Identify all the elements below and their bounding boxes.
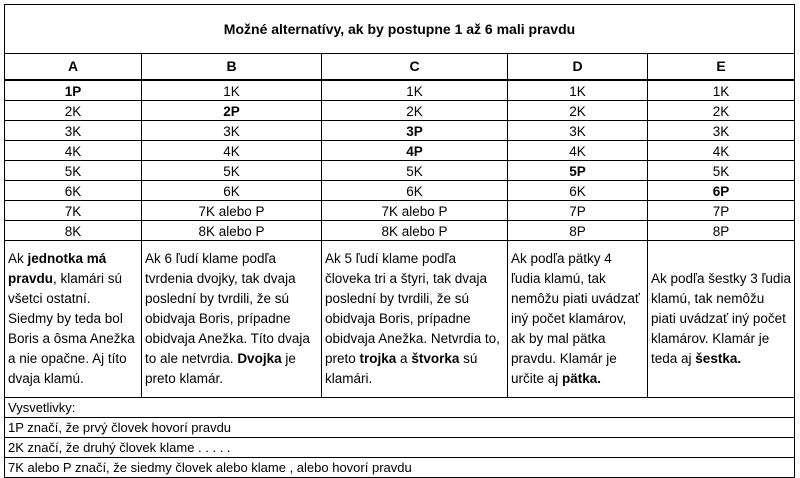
explanation-text: pätka. [562,371,602,386]
alternatives-table [4,4,795,478]
explanation-text: Ak [8,251,28,266]
table-cell-b: 3K [142,121,322,141]
table-cell-d: 3K [508,121,648,141]
table-cell-e: 1K [648,80,795,101]
table-cell-e: 6P [648,181,795,201]
explanation-d [508,241,648,398]
explanation-row [5,241,795,398]
table-row [5,80,795,101]
table-cell-b: 1K [142,80,322,101]
table-cell-d: 8P [508,221,648,241]
table-cell-a: 4K [5,141,142,161]
table-cell-c: 7K alebo P [322,201,508,221]
table-cell-a: 8K [5,221,142,241]
explanation-text: trojka [359,351,397,366]
table-cell-a: 3K [5,121,142,141]
explanation-text: Dvojka [237,351,282,366]
table-cell-b: 6K [142,181,322,201]
table-row [5,101,795,121]
explanation-text: Ak 5 ľudí klame podľa človeka tri a štyri, tak dvaja poslední by tvrdili, že sú obidvaja Boris, prípadne obidvaja Anežka. Netvrdia to, preto [325,251,500,366]
table-cell-c: 5K [322,161,508,181]
explanation-e [648,241,795,398]
table-cell-d: 6K [508,181,648,201]
table-cell-e: 8P [648,221,795,241]
explanation-text: štvorka [411,351,460,366]
table-cell-e: 2K [648,101,795,121]
explanation-text: sú klamári. [325,351,478,386]
explanation-text: a [396,351,412,366]
legend-row [5,438,795,458]
legend-row [5,458,795,478]
table-cell-d: 1K [508,80,648,101]
explanation-text: šestka. [695,351,742,366]
table-row [5,161,795,181]
table-cell-e: 7P [648,201,795,221]
table-cell-c: 4P [322,141,508,161]
table-cell-c: 1K [322,80,508,101]
explanation-text: , klamári sú všetci ostatní. Siedmy by teda bol Boris a ôsma Anežka a nie opačne. Aj títo dvaja klamú. [8,271,135,386]
legend-heading: Vysvetlivky: [5,398,795,418]
explanation-text: je preto klamár. [145,351,296,386]
legend-row [5,418,795,438]
table-cell-b: 5K [142,161,322,181]
table-cell-d: 2K [508,101,648,121]
table-cell-b: 4K [142,141,322,161]
explanation-text: Ak 6 ľudí klame podľa tvrdenia dvojky, tak dvaja poslední by tvrdili, že sú obidvaja Boris, prípadne obidvaja Anežka. Títo dvaja to ale netvrdia. [145,251,310,366]
table-row [5,221,795,241]
explanation-text: jednotka má pravdu [8,251,107,286]
table-cell-e: 4K [648,141,795,161]
table-cell-e: 3K [648,121,795,141]
explanation-text: Ak podľa pätky 4 ľudia klamú, tak nemôžu piati uvádzať iný počet klamárov, ak by mal pätka pravdu. Klamár je určite aj [511,251,640,386]
explanation-text: Ak podľa šestky 3 ľudia klamú, tak nemôžu piati uvádzať iný počet klamárov. Klamár je teda aj [651,271,791,366]
table-cell-c: 6K [322,181,508,201]
table-cell-a: 2K [5,101,142,121]
table-cell-a: 6K [5,181,142,201]
table-cell-c: 3P [322,121,508,141]
table-row [5,181,795,201]
legend-item: 1P značí, že prvý človek hovorí pravdu [5,418,795,438]
table-row [5,141,795,161]
table-cell-d: 7P [508,201,648,221]
table-cell-e: 5K [648,161,795,181]
legend-item: 7K alebo P značí, že siedmy človek alebo klame , alebo hovorí pravdu [5,458,795,478]
table-cell-b: 8K alebo P [142,221,322,241]
table-cell-b: 7K alebo P [142,201,322,221]
legend-item: 2K značí, že druhý človek klame . . . . . [5,438,795,458]
column-header-e: E [648,54,795,81]
table-cell-c: 8K alebo P [322,221,508,241]
column-header-c: C [322,54,508,81]
table-cell-c: 2K [322,101,508,121]
table-cell-d: 5P [508,161,648,181]
table-title: Možné alternatívy, ak by postupne 1 až 6 mali pravdu [5,5,795,54]
table-row [5,121,795,141]
column-header-b: B [142,54,322,81]
table-cell-a: 5K [5,161,142,181]
column-header-a: A [5,54,142,81]
table-cell-a: 7K [5,201,142,221]
column-header-row [5,54,795,81]
table-cell-d: 4K [508,141,648,161]
table-cell-b: 2P [142,101,322,121]
table-row [5,201,795,221]
explanation-c [322,241,508,398]
legend-heading-row [5,398,795,418]
column-header-d: D [508,54,648,81]
explanation-a [5,241,142,398]
table-cell-a: 1P [5,80,142,101]
explanation-b [142,241,322,398]
